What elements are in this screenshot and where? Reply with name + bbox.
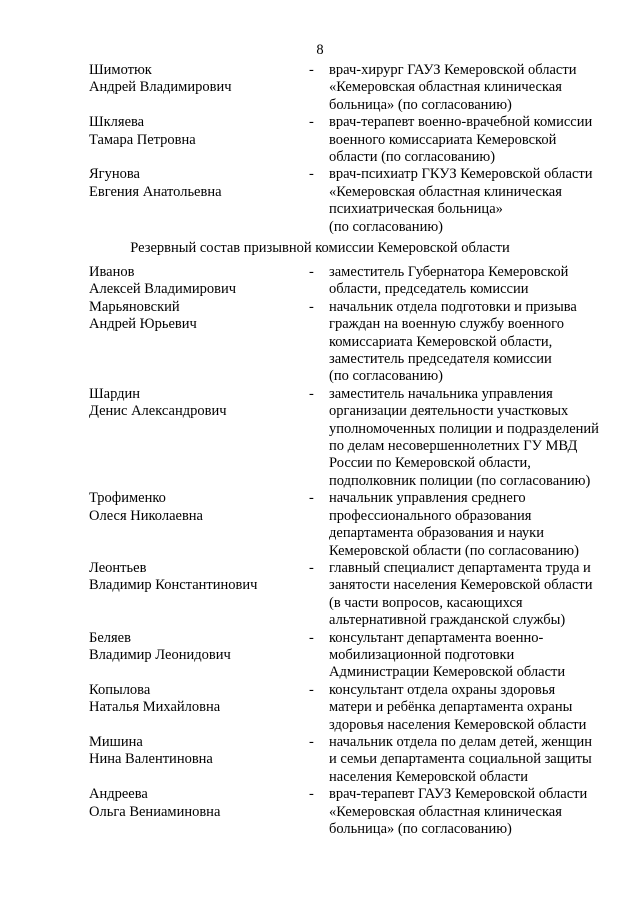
member-dash: -	[309, 559, 314, 576]
member-position: консультант отдела охраны здоровья матери и ребёнка департамента охраны здоровья населения Кемеровской области	[329, 681, 587, 733]
member-dash: -	[309, 786, 314, 803]
member-entry	[89, 682, 619, 734]
page-number: 8	[316, 42, 324, 58]
member-entry	[89, 386, 619, 490]
member-name	[89, 490, 304, 525]
member-dash: -	[309, 490, 314, 507]
member-given-names: Наталья Михайловна	[89, 699, 221, 716]
reserve-section-heading: Резервный состав призывной комиссии Кемеровской области	[130, 240, 510, 256]
member-given-names: Алексей Владимирович	[89, 281, 237, 298]
member-name	[89, 786, 304, 821]
member-dash: -	[309, 629, 314, 646]
member-surname: Мишина	[89, 733, 143, 750]
member-surname: Леонтьев	[89, 559, 147, 576]
member-entry	[89, 734, 619, 786]
member-position: врач-терапевт ГАУЗ Кемеровской области «Кемеровская областная клиническая больница» (по согласованию)	[329, 786, 588, 837]
member-dash: -	[309, 733, 314, 750]
member-name	[89, 560, 304, 595]
member-given-names: Тамара Петровна	[89, 131, 196, 148]
member-dash: -	[309, 681, 314, 698]
member-position: главный специалист департамента труда и занятости населения Кемеровской области (в части вопросов, касающихся альтернативной гражданской службы)	[329, 559, 593, 629]
member-surname: Шкляева	[89, 114, 145, 131]
member-position: заместитель начальника управления организации деятельности участковых уполномоченных полиции и подразделений по делам несовершеннолетних ГУ МВД России по Кемеровской области, подполковник полиции (по согласованию)	[329, 385, 599, 489]
member-given-names: Владимир Леонидович	[89, 646, 231, 663]
member-name	[89, 299, 304, 334]
member-given-names: Андрей Владимирович	[89, 79, 232, 96]
member-given-names: Евгения Анатольевна	[89, 183, 222, 200]
member-surname: Шимотюк	[89, 62, 152, 78]
member-name	[89, 682, 304, 717]
member-surname: Ягунова	[89, 166, 140, 183]
member-position: врач-хирург ГАУЗ Кемеровской области «Кемеровская областная клиническая больница» (по согласованию)	[329, 62, 577, 113]
commission-member-list	[89, 62, 619, 236]
reserve-member-list	[89, 264, 619, 838]
member-surname: Марьяновский	[89, 298, 180, 315]
member-entry	[89, 114, 619, 166]
member-position: консультант департамента военно- мобилизационной подготовки Администрации Кемеровской области	[329, 629, 566, 681]
member-surname: Иванов	[89, 264, 135, 280]
member-name	[89, 166, 304, 201]
member-entry	[89, 299, 619, 386]
member-surname: Беляев	[89, 629, 131, 646]
member-dash: -	[309, 166, 314, 183]
member-position: начальник отдела по делам детей, женщин и семьи департамента социальной защиты населения Кемеровской области	[329, 733, 593, 785]
member-entry	[89, 786, 619, 838]
member-entry	[89, 62, 619, 114]
member-name	[89, 386, 304, 421]
member-dash: -	[309, 114, 314, 131]
member-given-names: Денис Александрович	[89, 403, 227, 420]
member-position: начальник отдела подготовки и призыва граждан на военную службу военного комиссариата Кемеровской области, заместитель председателя комиссии (по согласованию)	[329, 298, 577, 385]
member-given-names: Владимир Константинович	[89, 577, 258, 594]
member-dash: -	[309, 298, 314, 315]
member-name	[89, 630, 304, 665]
member-name	[89, 264, 304, 299]
member-given-names: Олеся Николаевна	[89, 507, 203, 524]
member-surname: Копылова	[89, 681, 151, 698]
member-entry	[89, 166, 619, 236]
member-entry	[89, 264, 619, 299]
member-position: врач-терапевт военно-врачебной комиссии военного комиссариата Кемеровской области (по согласованию)	[329, 114, 593, 166]
member-dash: -	[309, 264, 314, 280]
member-entry	[89, 630, 619, 682]
member-name	[89, 734, 304, 769]
member-surname: Трофименко	[89, 490, 166, 507]
member-name	[89, 62, 304, 97]
member-given-names: Ольга Вениаминовна	[89, 803, 221, 820]
member-surname: Шардин	[89, 385, 141, 402]
member-dash: -	[309, 385, 314, 402]
member-surname: Андреева	[89, 786, 148, 803]
member-position: начальник управления среднего профессионального образования департамента образования и науки Кемеровской области (по согласованию)	[329, 490, 579, 559]
member-entry	[89, 490, 619, 560]
member-position: заместитель Губернатора Кемеровской области, председатель комиссии	[329, 264, 569, 298]
member-entry	[89, 560, 619, 630]
member-given-names: Нина Валентиновна	[89, 751, 213, 768]
member-dash: -	[309, 62, 314, 78]
member-position: врач-психиатр ГКУЗ Кемеровской области «Кемеровская областная клиническая психиатрическая больница» (по согласованию)	[329, 166, 593, 235]
member-name	[89, 114, 304, 149]
member-given-names: Андрей Юрьевич	[89, 316, 197, 333]
